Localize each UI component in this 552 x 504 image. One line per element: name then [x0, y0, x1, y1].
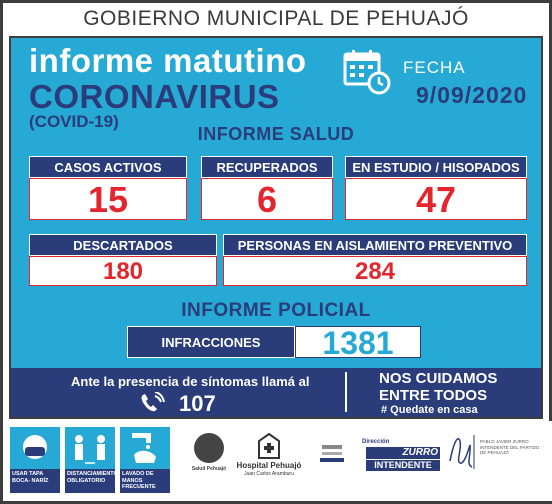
tip-face-mask	[10, 427, 60, 493]
direction-label: Dirección	[362, 439, 390, 445]
stat-value: 180	[29, 256, 217, 286]
mayor-title-box: INTENDENTE	[366, 460, 440, 471]
health-logo-text: Salud Pehuajó	[191, 466, 227, 472]
stat-value: 47	[345, 178, 527, 220]
hand-wash-icon	[120, 427, 170, 469]
infractions-value: 1381	[295, 326, 421, 358]
stat-active-cases	[29, 156, 187, 220]
hashtag: # Quedate en casa	[381, 404, 478, 416]
health-logo	[194, 433, 224, 463]
mayor-name-box: ZURRO	[366, 447, 440, 459]
face-mask-icon	[10, 427, 60, 469]
slogan-line1: NOS CUIDAMOS	[379, 370, 498, 387]
stat-label: CASOS ACTIVOS	[29, 156, 187, 178]
stat-label: RECUPERADOS	[201, 156, 333, 178]
hospital-name: Hospital Pehuajó	[236, 461, 302, 470]
stat-value: 284	[223, 256, 527, 286]
health-section-title: INFORME SALUD	[197, 124, 355, 144]
social-distance-icon	[65, 427, 115, 469]
tip-label: LAVADO DE MANOS FRECUENTE	[122, 471, 156, 490]
stat-label: PERSONAS EN AISLAMIENTO PREVENTIVO	[223, 234, 527, 256]
report-subtitle: CORONAVIRUS	[29, 78, 280, 115]
stat-under-study	[345, 156, 527, 220]
infractions-label: INFRACCIONES	[127, 326, 295, 358]
report-panel	[9, 36, 543, 419]
tip-label: DISTANCIAMIENTO OBLIGATORIO	[67, 471, 118, 484]
stat-isolation	[223, 234, 527, 286]
symptoms-text: Ante la presencia de síntomas llamá al	[71, 374, 310, 389]
stat-value: 15	[29, 178, 187, 220]
date-value: 9/09/2020	[416, 82, 528, 108]
stat-value: 6	[201, 178, 333, 220]
stat-label: EN ESTUDIO / HISOPADOS	[345, 156, 527, 178]
hospital-logo-icon	[258, 433, 280, 459]
bottom-logos-strip	[6, 421, 552, 501]
calendar-icon	[343, 48, 391, 96]
report-subtitle-covid: (COVID-19)	[29, 112, 119, 131]
municipal-logo-icon	[318, 443, 346, 465]
police-section-title: INFORME POLICIAL	[181, 300, 371, 321]
stat-discarded	[29, 234, 217, 286]
header-title: GOBIERNO MUNICIPAL DE PEHUAJÓ	[83, 7, 469, 30]
stat-recovered	[201, 156, 333, 220]
slogan-line2: ENTRE TODOS	[379, 387, 488, 404]
divider	[345, 372, 347, 412]
tip-label: USAR TAPA BOCA- NARÍZ	[12, 471, 49, 484]
date-label: FECHA	[403, 58, 466, 77]
mayor-note: PABLO JAVIER ZURRO INTENDENTE DEL PARTIDO DE PEHUAJÓ	[480, 439, 540, 455]
tip-distancing	[65, 427, 118, 493]
stat-label: DESCARTADOS	[29, 234, 217, 256]
hospital-subtitle: Juan Carlos Aramburu	[244, 471, 294, 477]
phone-number[interactable]: 107	[179, 391, 216, 416]
phone-icon	[139, 392, 165, 414]
tip-hand-wash	[120, 427, 170, 493]
contact-band	[11, 368, 541, 417]
report-title: informe matutino	[29, 42, 307, 79]
signature-icon	[446, 431, 476, 471]
page-header	[3, 3, 549, 35]
